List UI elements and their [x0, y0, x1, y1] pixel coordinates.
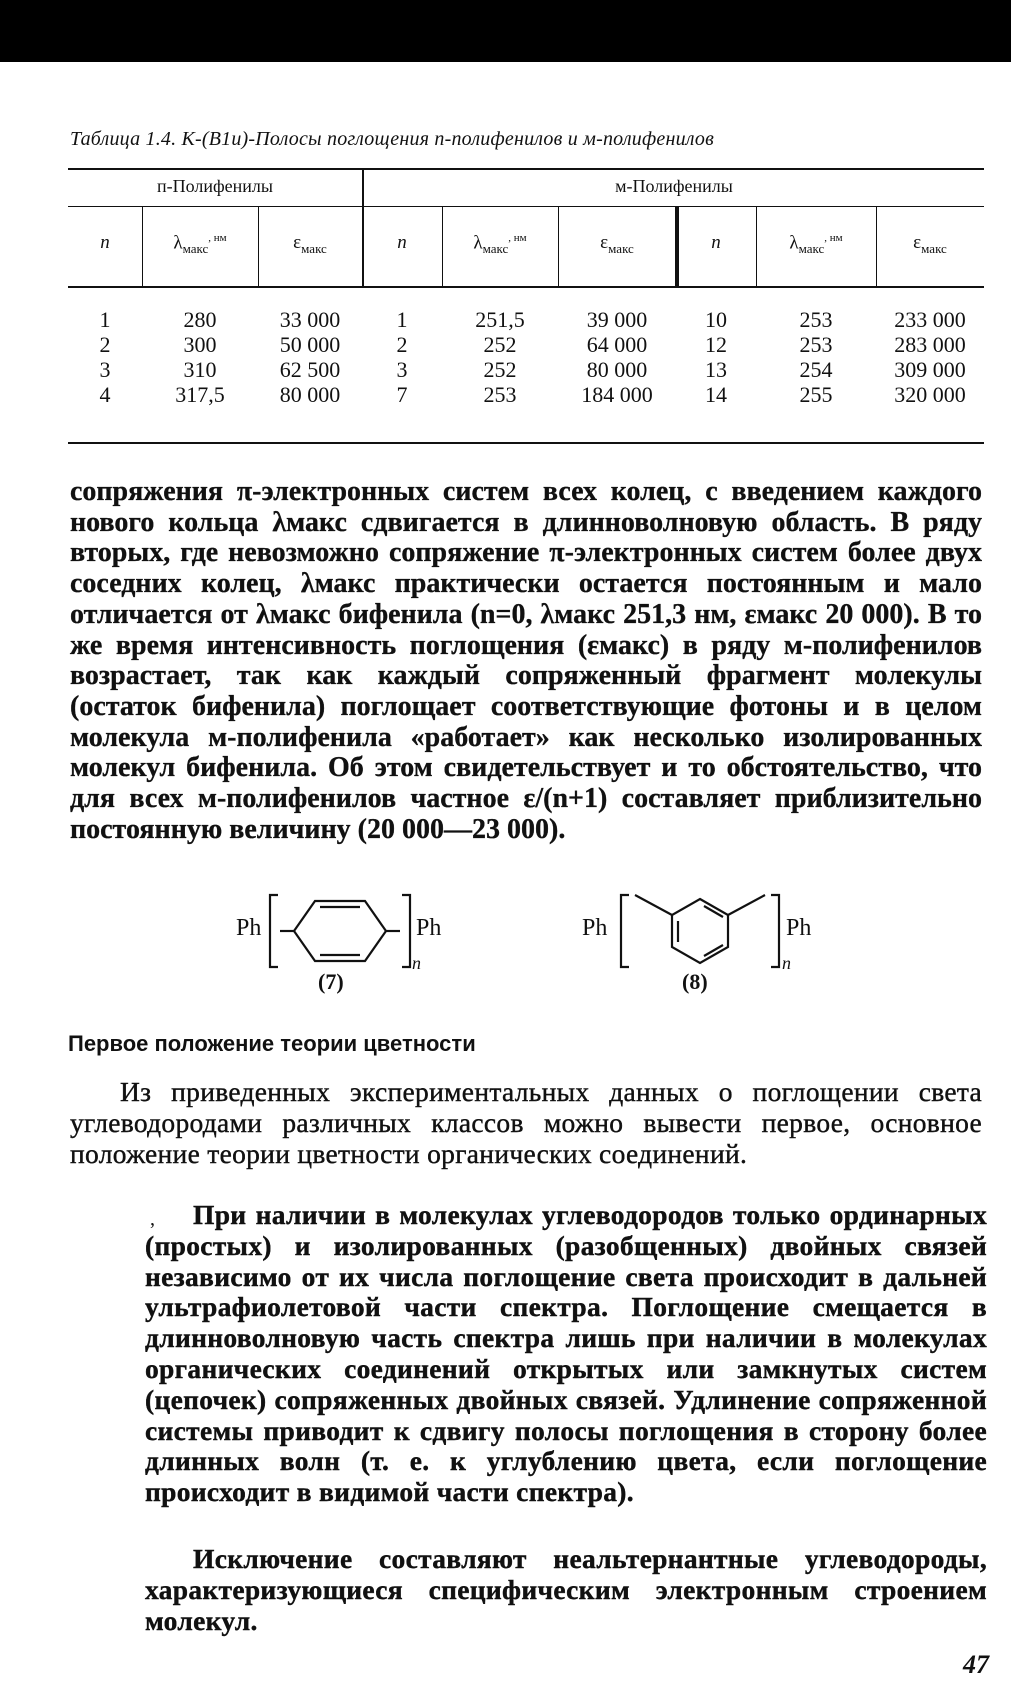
table-cell: 233 000 — [894, 307, 966, 332]
paragraph-conjugation: сопряжения π-электронных систем всех колец, с введением каждого нового кольца λмакс сдвигается в длинноволновую область. В ряду вторых, где невозможно сопряжение π-электронных систем более двух соседних колец, λмакс практически остается постоянным и мало отличается от λмакс бифенила (n=0, λмакс 251,3 нм, εмакс 20 000). В то же время интенсивность поглощения (εмакс) в ряду м-полифенилов возрастает, так как каждый сопряженный фрагмент молекулы (остаток бифенила) поглощает соответствующие фотоны и в целом молекула м-полифенила «работает» как несколько изолированных молекул бифенила. Об этом свидетельствует и то обстоятельство, что для всех м-полифенилов частное ε/(n+1) составляет приблизительно постоянную величину (20 000—23 000). — [70, 476, 982, 845]
column-symbol: ε — [600, 232, 609, 253]
table-cell: 184 000 — [581, 382, 653, 407]
paragraph-conclusion: Из приведенных экспериментальных данных о поглощении света углеводородами различных классов можно вывести первое, основное положение теории цветности органических соединений. — [70, 1076, 982, 1169]
benzene-ring-8 — [672, 899, 728, 963]
table-cell: 252 — [483, 357, 517, 382]
table-cell: 255 — [799, 382, 833, 407]
bracket-right-8 — [771, 895, 779, 967]
structure-label-8: (8) — [682, 969, 708, 994]
phenyl-right-8: Ph — [786, 915, 812, 941]
table-cell: 50 000 — [279, 332, 341, 357]
table-group-rule — [68, 206, 984, 207]
table-cell: 1 — [99, 307, 111, 332]
column-symbol: n — [397, 232, 407, 253]
column-header — [442, 232, 558, 257]
column-symbol: ε — [913, 232, 922, 253]
table-cell: 80 000 — [279, 382, 341, 407]
table-cell: 310 — [183, 357, 217, 382]
table-cell: 254 — [799, 357, 833, 382]
table-cell: 253 — [799, 332, 833, 357]
structure-formulas — [230, 885, 850, 995]
subscript-n-7: n — [412, 953, 421, 973]
table-cell: 1 — [396, 307, 408, 332]
table-cell: 253 — [799, 307, 833, 332]
benzene-ring-7 — [294, 901, 386, 961]
phenyl-right-7: Ph — [416, 915, 442, 941]
column-symbol: λ — [473, 232, 483, 254]
table-cell: 280 — [183, 307, 217, 332]
column-header — [676, 232, 756, 254]
subscript-n-8: n — [782, 953, 791, 973]
column-unit: , нм — [208, 232, 227, 244]
table-cell: 10 — [705, 307, 727, 332]
table-top-rule — [68, 168, 984, 170]
table-cell: 3 — [99, 357, 111, 382]
table-cell: 2 — [99, 332, 111, 357]
page-top-band — [0, 0, 1011, 62]
bracket-right-7 — [402, 895, 410, 967]
table-caption: Таблица 1.4. К-(B1u)-Полосы поглощения п-полифенилов и м-полифенилов — [70, 128, 715, 150]
column-unit: , нм — [508, 232, 527, 244]
table-cell: 13 — [705, 357, 727, 382]
table-cell: 251,5 — [475, 307, 525, 332]
table-cell: 300 — [183, 332, 217, 357]
table-cell: 62 500 — [279, 357, 341, 382]
table-cell: 64 000 — [586, 332, 648, 357]
column-header — [68, 232, 142, 254]
bond-right-8 — [728, 895, 765, 915]
column-header — [558, 232, 676, 257]
group-header-para: п-Полифенилы — [157, 176, 273, 196]
table-cell: 253 — [483, 382, 517, 407]
structure-label-7: (7) — [318, 969, 344, 994]
paragraph-exception: Исключение составляют неальтернантные углеводороды, характеризующиеся специфическим электронным строением молекул. — [145, 1543, 987, 1636]
table-cell: 7 — [396, 382, 408, 407]
phenyl-left-7: Ph — [236, 915, 262, 941]
table-cell: 320 000 — [894, 382, 966, 407]
bond-left-8 — [635, 895, 672, 915]
bracket-left-7 — [270, 895, 278, 967]
column-unit: , нм — [824, 232, 843, 244]
column-subscript: макс — [301, 240, 327, 256]
column-symbol: ε — [293, 232, 302, 253]
column-subscript: макс — [182, 241, 209, 257]
column-symbol: λ — [789, 232, 799, 254]
table-cell: 4 — [99, 382, 111, 407]
absorption-table — [68, 168, 984, 444]
table-cell: 14 — [705, 382, 727, 407]
table-cell: 80 000 — [586, 357, 648, 382]
page-number: 47 — [963, 1650, 989, 1679]
table-cell: 39 000 — [586, 307, 648, 332]
table-cell: 309 000 — [894, 357, 966, 382]
table-cell: 2 — [396, 332, 408, 357]
para-polyphenyl-structure — [270, 895, 410, 967]
group-header-meta: м-Полифенилы — [615, 176, 733, 196]
table-cell: 283 000 — [894, 332, 966, 357]
meta-polyphenyl-structure — [621, 895, 779, 967]
column-header — [756, 232, 876, 257]
column-subscript: макс — [798, 241, 825, 257]
table-cell: 12 — [705, 332, 727, 357]
table-cell: 252 — [483, 332, 517, 357]
column-subscript: макс — [608, 240, 634, 256]
margin-mark: , — [150, 1208, 155, 1230]
section-heading: Первое положение теории цветности — [68, 1031, 476, 1056]
table-cell: 3 — [396, 357, 408, 382]
column-header — [258, 232, 362, 257]
column-symbol: n — [100, 232, 110, 253]
table-cell: 33 000 — [279, 307, 341, 332]
table-header-rule — [68, 286, 984, 288]
bracket-left-8 — [621, 895, 629, 967]
column-subscript: макс — [921, 240, 947, 256]
column-header — [876, 232, 984, 257]
column-symbol: λ — [173, 232, 183, 254]
paragraph-principle: При наличии в молекулах углеводородов только ординарных (простых) и изолированных (разобщенных) двойных связей независимо от их числа поглощение света происходит в дальней ультрафиолетовой части спектра. Поглощение смещается в длинноволновую часть спектра лишь при наличии в молекулах органических соединений открытых или замкнутых систем (цепочек) сопряженных двойных связей. Удлинение сопряженной системы приводит к сдвигу полосы поглощения в сторону более длинных волн (т. е. к углублению цвета, если поглощение происходит в видимой части спектра). — [145, 1199, 987, 1508]
column-header — [142, 232, 258, 257]
column-header — [362, 232, 442, 254]
column-subscript: макс — [482, 241, 509, 257]
table-bottom-rule — [68, 442, 984, 444]
table-cell: 317,5 — [175, 382, 225, 407]
phenyl-left-8: Ph — [582, 915, 608, 941]
column-symbol: n — [711, 232, 721, 253]
